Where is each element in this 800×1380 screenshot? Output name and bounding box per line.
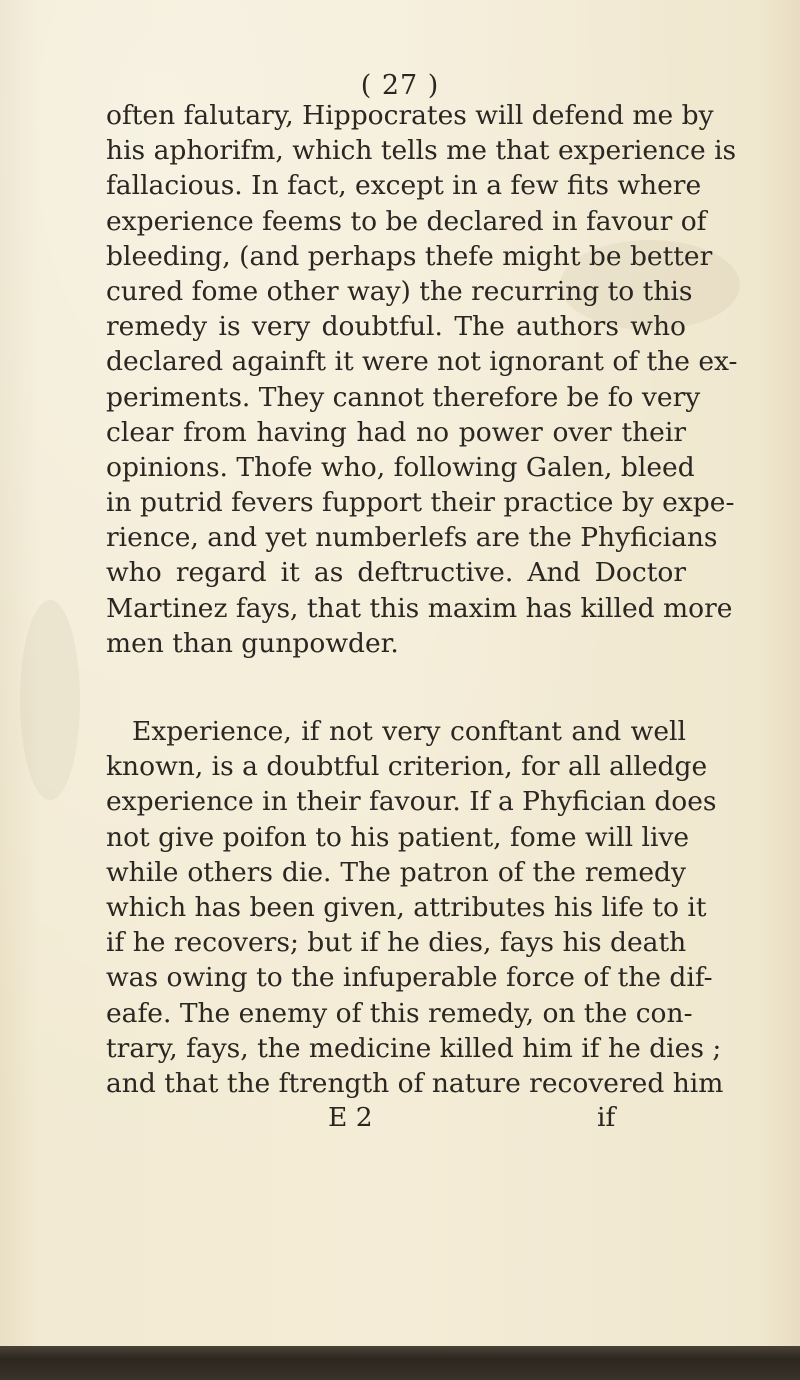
catchword: if xyxy=(597,1102,616,1133)
paragraph-1 xyxy=(106,98,738,661)
text-line: which has been given, attributes his life to it xyxy=(106,891,707,923)
text-line: while others die. The patron of the remedy xyxy=(106,856,686,888)
page-number: ( 27 ) xyxy=(360,70,440,101)
text-line: not give poifon to his patient, fome will live xyxy=(106,821,690,853)
text-line: bleeding, (and perhaps thefe might be better xyxy=(106,240,713,272)
text-line: was owing to the infuperable force of the dif- xyxy=(106,962,713,994)
text-line: opinions. Thofe who, following Galen, bleed xyxy=(106,451,695,483)
text-line: and that the ftrength of nature recovered him xyxy=(106,1067,724,1099)
page-edge-shadow xyxy=(0,1346,800,1380)
text-line: if he recovers; but if he dies, fays his death xyxy=(106,927,687,959)
text-line: trary, fays, the medicine killed him if he dies ; xyxy=(106,1032,722,1064)
text-line: often falutary, Hippocrates will defend me by xyxy=(106,100,714,131)
text-line: who regard it as deftructive. And Doctor xyxy=(106,557,686,589)
text-line: cured fome other way) the recurring to this xyxy=(106,275,693,307)
signature-mark: E 2 xyxy=(328,1102,373,1133)
text-line: periments. They cannot therefore be fo very xyxy=(106,381,701,413)
text-line: men than gunpowder. xyxy=(106,627,399,659)
text-line: experience in their favour. If a Phyfician does xyxy=(106,786,717,818)
text-line: known, is a doubtful criterion, for all alledge xyxy=(106,751,708,783)
text-line: his aphorifm, which tells me that experience is xyxy=(106,135,737,167)
text-line: fallacious. In fact, except in a few fits where xyxy=(106,170,702,202)
text-line: Martinez fays, that this maxim has killed more xyxy=(106,592,733,624)
text-line: in putrid fevers fupport their practice by expe- xyxy=(106,487,735,519)
text-line: experience feems to be declared in favour of xyxy=(106,205,707,237)
text-line: rience, and yet numberlefs are the Phyficians xyxy=(106,522,718,554)
text-line: clear from having had no power over their xyxy=(106,416,686,448)
text-line: eafe. The enemy of this remedy, on the con- xyxy=(106,997,693,1029)
paper-stain xyxy=(20,600,80,800)
paragraph-2 xyxy=(106,714,724,1101)
text-line: Experience, if not very conftant and well xyxy=(132,716,686,747)
text-line: remedy is very doubtful. The authors who xyxy=(106,311,686,343)
text-line: declared againft it were not ignorant of the ex- xyxy=(106,346,738,378)
